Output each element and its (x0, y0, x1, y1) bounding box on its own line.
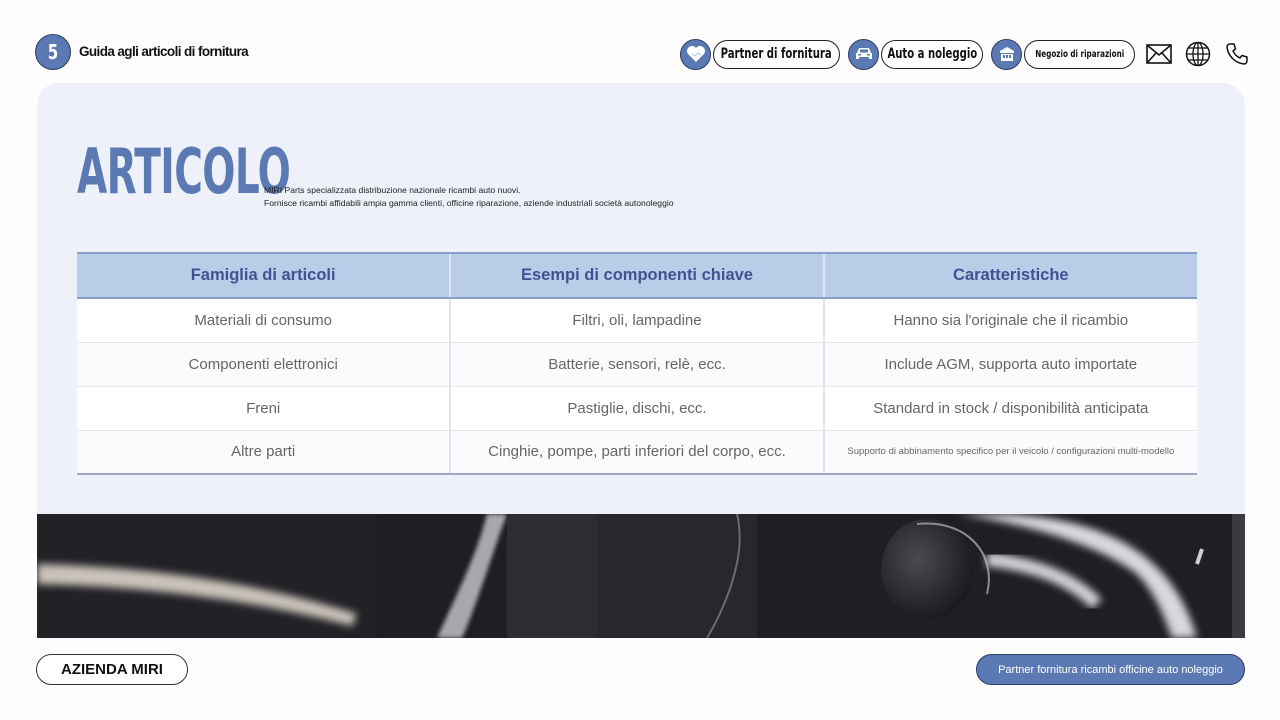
phone-icon[interactable] (1223, 40, 1251, 68)
table-cell: Altre parti (77, 430, 450, 474)
page-number-badge (35, 34, 71, 70)
table-cell: Hanno sia l'originale che il ricambio (824, 298, 1197, 342)
store-icon (991, 39, 1022, 70)
nav-rental-button[interactable] (881, 40, 983, 69)
content-card (37, 83, 1245, 638)
table-cell: Cinghie, pompe, parti inferiori del corpo, ecc. (450, 430, 823, 474)
table-cell: Batterie, sensori, relè, ecc. (450, 342, 823, 386)
car-interior-photo (37, 514, 1245, 638)
table-cell: Include AGM, supporta auto importate (824, 342, 1197, 386)
nav-repair-label: Negozio di riparazioni (1035, 48, 1124, 60)
table-cell: Componenti elettronici (77, 342, 450, 386)
handshake-heart-icon (680, 39, 711, 70)
nav-rental[interactable] (848, 38, 983, 70)
nav-partner-label: Partner di fornitura (720, 46, 833, 62)
table-cell: Materiali di consumo (77, 298, 450, 342)
table-cell: Filtri, oli, lampadine (450, 298, 823, 342)
table-cell: Supporto di abbinamento specifico per il veicolo / configurazioni multi-modello (824, 430, 1197, 474)
description-line: MIRI Parts specializzata distribuzione nazionale ricambi auto nuovi. (264, 185, 521, 195)
photo-illustration (37, 514, 1245, 638)
tagline-button[interactable]: Partner fornitura ricambi officine auto noleggio (976, 654, 1245, 685)
table-row (77, 386, 1197, 430)
section-title: ARTICOLO (77, 135, 291, 208)
nav-repair[interactable] (991, 38, 1135, 70)
articles-table (77, 252, 1197, 475)
table-cell: Standard in stock / disponibilità anticipata (824, 386, 1197, 430)
table-row (77, 298, 1197, 342)
car-icon (848, 39, 879, 70)
table-header-row (77, 253, 1197, 298)
header (0, 0, 1280, 80)
table-row (77, 342, 1197, 386)
mail-icon[interactable] (1145, 40, 1173, 68)
table-cell: Freni (77, 386, 450, 430)
section-description (264, 184, 674, 210)
table-cell: Pastiglie, dischi, ecc. (450, 386, 823, 430)
nav-partner[interactable] (680, 38, 840, 70)
description-line: Fornisce ricambi affidabili ampia gamma clienti, officine riparazione, aziende industriali società autonoleggio (264, 198, 674, 208)
nav-partner-button[interactable] (713, 40, 840, 69)
nav-rental-label: Auto a noleggio (887, 46, 977, 62)
column-header: Famiglia di articoli (77, 253, 450, 298)
page-number: 5 (47, 40, 59, 64)
page-title: Guida agli articoli di fornitura (79, 44, 249, 59)
column-header: Esempi di componenti chiave (450, 253, 823, 298)
globe-icon[interactable] (1184, 40, 1212, 68)
nav-repair-button[interactable] (1024, 40, 1135, 69)
column-header: Caratteristiche (824, 253, 1197, 298)
company-badge[interactable]: AZIENDA MIRI (36, 654, 188, 685)
table-row (77, 430, 1197, 474)
